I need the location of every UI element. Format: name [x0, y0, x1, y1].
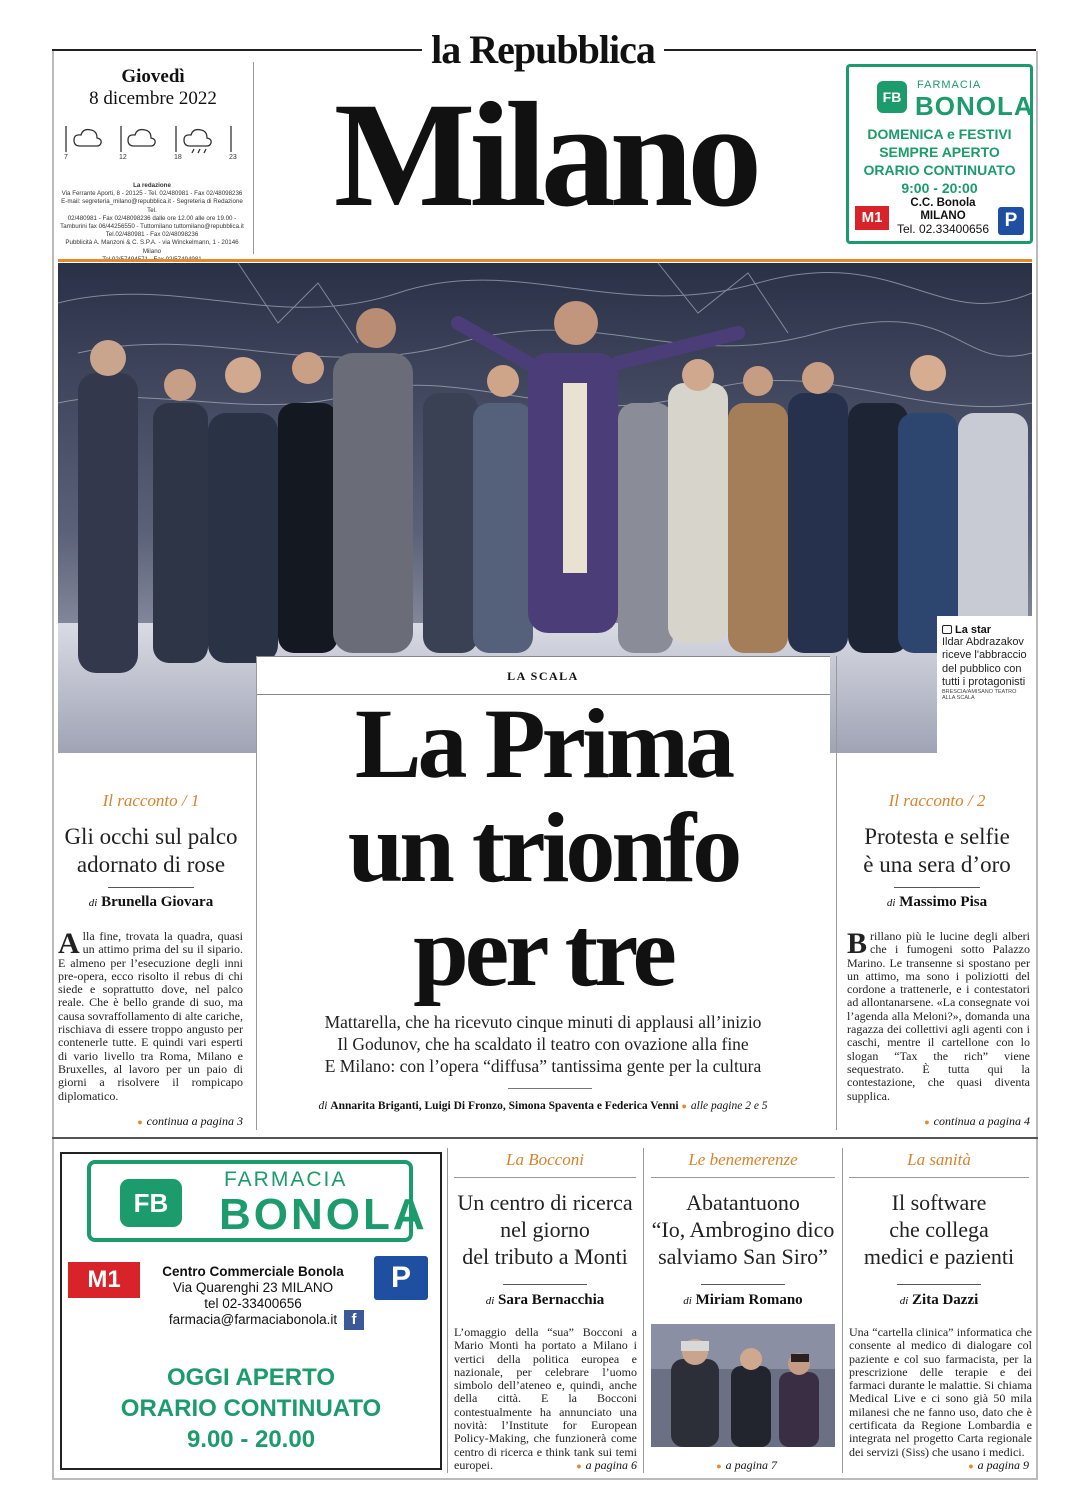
byline-author: Miriam Romano [695, 1292, 803, 1308]
deck-separator [508, 1088, 592, 1089]
title-rule [701, 1284, 785, 1285]
byline-di: di [886, 897, 896, 909]
pharmacy-phone: tel 02-33400656 [204, 1296, 302, 1311]
open-line: 9.00 - 20.00 [186, 1426, 316, 1453]
pharmacy-open-hours [62, 1362, 440, 1455]
byline-author: Zita Dazzi [912, 1292, 979, 1308]
pharmacy-center: Centro Commerciale Bonola [162, 1264, 344, 1279]
newsroom-line: 02/480981 - Fax 02/48098236 dalle ore 12.00 alle ore 19.00 - [67, 214, 237, 222]
weather-strip [64, 122, 248, 162]
title-line: nel giorno [500, 1217, 590, 1242]
left-story-byline [58, 894, 244, 911]
byline-pages[interactable]: ● alle pagine 2 e 5 [681, 1100, 767, 1112]
weather-hour: 7 [64, 154, 68, 161]
pharmacy-line: 9:00 - 20:00 [901, 180, 978, 196]
page-border-bottom [52, 1478, 1038, 1480]
pharmacy-location [893, 197, 993, 236]
left-story-body [58, 927, 243, 1103]
bocconi-title[interactable] [448, 1189, 642, 1270]
byline-authors: Annarita Briganti, Luigi Di Fronzo, Simona Spaventa e Federica Venni [330, 1100, 679, 1112]
body-text: rillano più le lucine degli alberi che i fumogeni sotto Palazzo Marino. Le transenne si spostano per un attimo, ma sono i poliziotti del cordone a trattenerle, e i contestatori ad allontanarsene. «La consegnate voi l’agenda alla Meloni?», domanda una ragazza dei collettivi agli agenti con i caschi, mentre il cartellone con lo slogan “Tax the rich” viene sequestrato. È tutta qui la contestazione, che quasi diventa supplica. [847, 929, 1030, 1103]
left-story-kicker: Il racconto / 1 [102, 791, 200, 810]
benemerenze-title[interactable] [644, 1189, 842, 1270]
pharmacy-line: DOMENICA e FESTIVI [867, 126, 1012, 142]
title-line: che collega [889, 1217, 989, 1242]
title-line: del tributo a Monti [462, 1244, 628, 1269]
weather-hour: 18 [174, 154, 182, 161]
headline-line: un trionfo [347, 792, 739, 903]
page-border-left [52, 51, 54, 1479]
column-divider [836, 656, 837, 1130]
photo-caption-text: Ildar Abdrazakov riceve l'abbraccio del pubblico con tutti i protagonisti [942, 636, 1027, 688]
open-line: ORARIO CONTINUATO [120, 1395, 382, 1422]
edition-title: Milano [333, 72, 757, 238]
newsroom-info [58, 182, 246, 264]
pharmacy-city: MILANO [920, 210, 966, 222]
kicker-rule [454, 1177, 636, 1178]
facebook-icon[interactable]: f [344, 1310, 364, 1330]
weather-hour: 12 [119, 154, 127, 161]
bocconi-continue[interactable]: ● a pagina 6 [454, 1458, 637, 1473]
title-line: adornato di rose [76, 852, 226, 877]
section-rule [52, 1137, 1038, 1139]
pharmacy-hours-block [849, 125, 1030, 197]
issue-day: Giovedì [121, 66, 185, 87]
title-line: salviamo San Siro” [658, 1244, 828, 1269]
sanita-byline [843, 1292, 1035, 1309]
newsroom-title: La redazione [133, 182, 171, 189]
pharmacy-ad-top[interactable] [846, 64, 1033, 244]
main-headline[interactable] [256, 688, 830, 1007]
sanita-body [849, 1326, 1032, 1459]
title-rule [897, 1284, 981, 1285]
right-story-title[interactable] [842, 823, 1032, 879]
title-line: medici e pazienti [863, 1244, 1015, 1269]
open-line: OGGI APERTO [166, 1364, 336, 1391]
pharmacy-place: C.C. Bonola [910, 197, 976, 209]
byline-di: di [899, 1295, 909, 1307]
title-line: Un centro di ricerca [457, 1190, 633, 1215]
parking-icon: P [374, 1256, 428, 1300]
main-deck [256, 1011, 830, 1077]
issue-date: 8 dicembre 2022 [89, 88, 217, 109]
dropcap: B [847, 927, 868, 960]
right-story-body [847, 927, 1030, 1103]
benemerenze-continue[interactable]: ● a pagina 7 [651, 1458, 777, 1473]
title-rule [108, 887, 194, 888]
kicker-rule [849, 1177, 1029, 1178]
metro-m1-icon: M1 [68, 1262, 140, 1298]
headline-line: per tre [413, 896, 673, 1007]
title-line: è una sera d’oro [863, 852, 1011, 877]
deck-line: Mattarella, che ha ricevuto cinque minuti di applausi all’inizio [324, 1012, 762, 1032]
newsroom-line: Tel.02/480981 - Fax 02/48098236 [105, 231, 199, 239]
pharmacy-line: SEMPRE APERTO [879, 144, 1000, 160]
photo-caption [937, 616, 1032, 753]
title-line: “Io, Ambrogino dico [651, 1217, 835, 1242]
headline-top-rule [256, 656, 830, 657]
weather-hour: 23 [229, 154, 237, 161]
award-photo[interactable] [651, 1324, 835, 1447]
masthead-rule-left [52, 49, 422, 51]
pharmacy-logo-top: FARMACIA [224, 1168, 348, 1191]
photo-caption-title [942, 624, 1028, 636]
title-line: Abatantuono [686, 1190, 800, 1215]
byline-di: di [318, 1100, 328, 1112]
column-divider [253, 62, 254, 254]
left-story-title[interactable] [58, 823, 244, 879]
metro-m1-icon: M1 [855, 206, 889, 230]
byline-di: di [485, 1295, 495, 1307]
bocconi-byline [448, 1292, 642, 1309]
newsroom-line: Pubblicità A. Manzoni & C. S.P.A. - via Winckelmann, 1 - 20146 Milano [65, 239, 239, 255]
pharmacy-logo-icon: FB [877, 81, 907, 113]
sanita-continue[interactable]: ● a pagina 9 [849, 1458, 1029, 1473]
newsroom-line: E-mail: segreteria_milano@repubblica.it - Segreteria di Redazione Tel. [61, 198, 243, 214]
main-kicker: LA SCALA [507, 669, 579, 683]
deck-line: Il Godunov, che ha scaldato il teatro con ovazione alla fine [337, 1034, 749, 1054]
main-byline [256, 1100, 830, 1112]
title-line: Il software [891, 1190, 987, 1215]
parking-icon: P [998, 207, 1024, 235]
benemerenze-kicker: Le benemerenze [688, 1150, 798, 1169]
newsroom-line: Tamburini fax 06/44256550 - Tuttomilano tuttomilano@repubblica.it [60, 223, 244, 231]
headline-line: La Prima [354, 688, 732, 799]
masthead-accent-rule [58, 259, 1032, 262]
benemerenze-byline [644, 1292, 842, 1309]
pharmacy-logo-name: BONOLA [219, 1190, 428, 1239]
left-story-continue[interactable]: ● continua a pagina 3 [58, 1114, 243, 1129]
newsroom-line: Via Ferrante Aporti, 8 - 20125 - Tel. 02/480981 - Fax 02/48098236 [61, 190, 243, 198]
newspaper-brand[interactable]: la Repubblica [431, 27, 655, 72]
masthead-rule-right [664, 49, 1036, 51]
body-text: L’omaggio della “sua” Bocconi a Mario Monti ha portato a Milano i vertici della politica europea e nazionale, per celebrare l’uomo simbolo dell’ateneo e, quindi, anche della città. E la Bocconi contestualmente ha annunciato una novità: l’Institute for European Policy-Making, che funzionerà come centro di ricerca e think tank sui temi europei. [454, 1325, 637, 1472]
pharmacy-line: ORARIO CONTINUATO [863, 162, 1016, 178]
pharmacy-ad-bottom[interactable] [60, 1152, 442, 1470]
title-line: Gli occhi sul palco [64, 824, 238, 849]
photo-credit: BRESCIA/AMISANO TEATRO ALLA SCALA [942, 689, 1017, 702]
column-divider [256, 656, 257, 1130]
pharmacy-logo-top: FARMACIA [917, 79, 982, 91]
byline-author: Sara Bernacchia [498, 1292, 605, 1308]
right-story-kicker: Il racconto / 2 [888, 791, 986, 810]
title-rule [894, 887, 980, 888]
pharmacy-email[interactable]: farmacia@farmaciabonola.it [168, 1312, 338, 1327]
page-border-right [1036, 51, 1038, 1479]
pharmacy-logo-icon: FB [120, 1179, 182, 1227]
weather-icons [64, 122, 248, 162]
byline-di: di [88, 897, 98, 909]
title-line: Protesta e selfie [864, 824, 1010, 849]
sanita-kicker: La sanità [907, 1150, 971, 1169]
byline-author: Brunella Giovara [101, 894, 214, 910]
deck-line: E Milano: con l’opera “diffusa” tantissima gente per la cultura [324, 1056, 762, 1076]
bocconi-body [454, 1326, 637, 1472]
pharmacy-logo-name: BONOLA [915, 91, 1034, 121]
kicker-rule [651, 1177, 835, 1178]
body-text: lla fine, trovata la quadra, quasi un attimo prima del su il sipario. E almeno per l’esecuzione degli inni pre-opera, ecco risolto il rebus di chi siede e soprattutto dove, nel palco reale. Che è bello grande di suo, ma causa sovraffollamento di alte cariche, rischiava di essere troppo angusto per contenerle tutte. E quindi vari esperti di vario livello tra Roma, Milano e Bruxelles, al lavoro per un paio di giorni a risolvere il rompicapo diplomatico. [58, 929, 243, 1103]
award-ceremony-illustration [651, 1324, 835, 1447]
dropcap: A [58, 927, 80, 960]
byline-di: di [683, 1295, 692, 1307]
title-rule [503, 1284, 587, 1285]
byline-author: Massimo Pisa [899, 894, 988, 910]
caption-title-text: La star [955, 624, 992, 636]
bocconi-kicker: La Bocconi [506, 1150, 584, 1169]
pharmacy-address-block [138, 1264, 368, 1328]
pharmacy-address: Via Quarenghi 23 MILANO [172, 1280, 334, 1295]
body-text: Una “cartella clinica” informatica che consente al medico di dialogare col paziente e col suo farmacista, per la prescrizione delle terapie e dei farmaci durante le malattie. Si chiama Medical Live e ci sono già 50 mila milanesi che ne fanno uso, dato che è certificata da Regione Lombardia e integrata nel progetto Carta regionale dei servizi (Siss) che usano i medici. [849, 1325, 1032, 1459]
right-story-byline [842, 894, 1032, 911]
sanita-title[interactable] [843, 1189, 1035, 1270]
camera-icon [942, 625, 952, 634]
right-story-continue[interactable]: ● continua a pagina 4 [842, 1114, 1030, 1129]
pharmacy-phone: Tel. 02.33400656 [896, 222, 990, 236]
